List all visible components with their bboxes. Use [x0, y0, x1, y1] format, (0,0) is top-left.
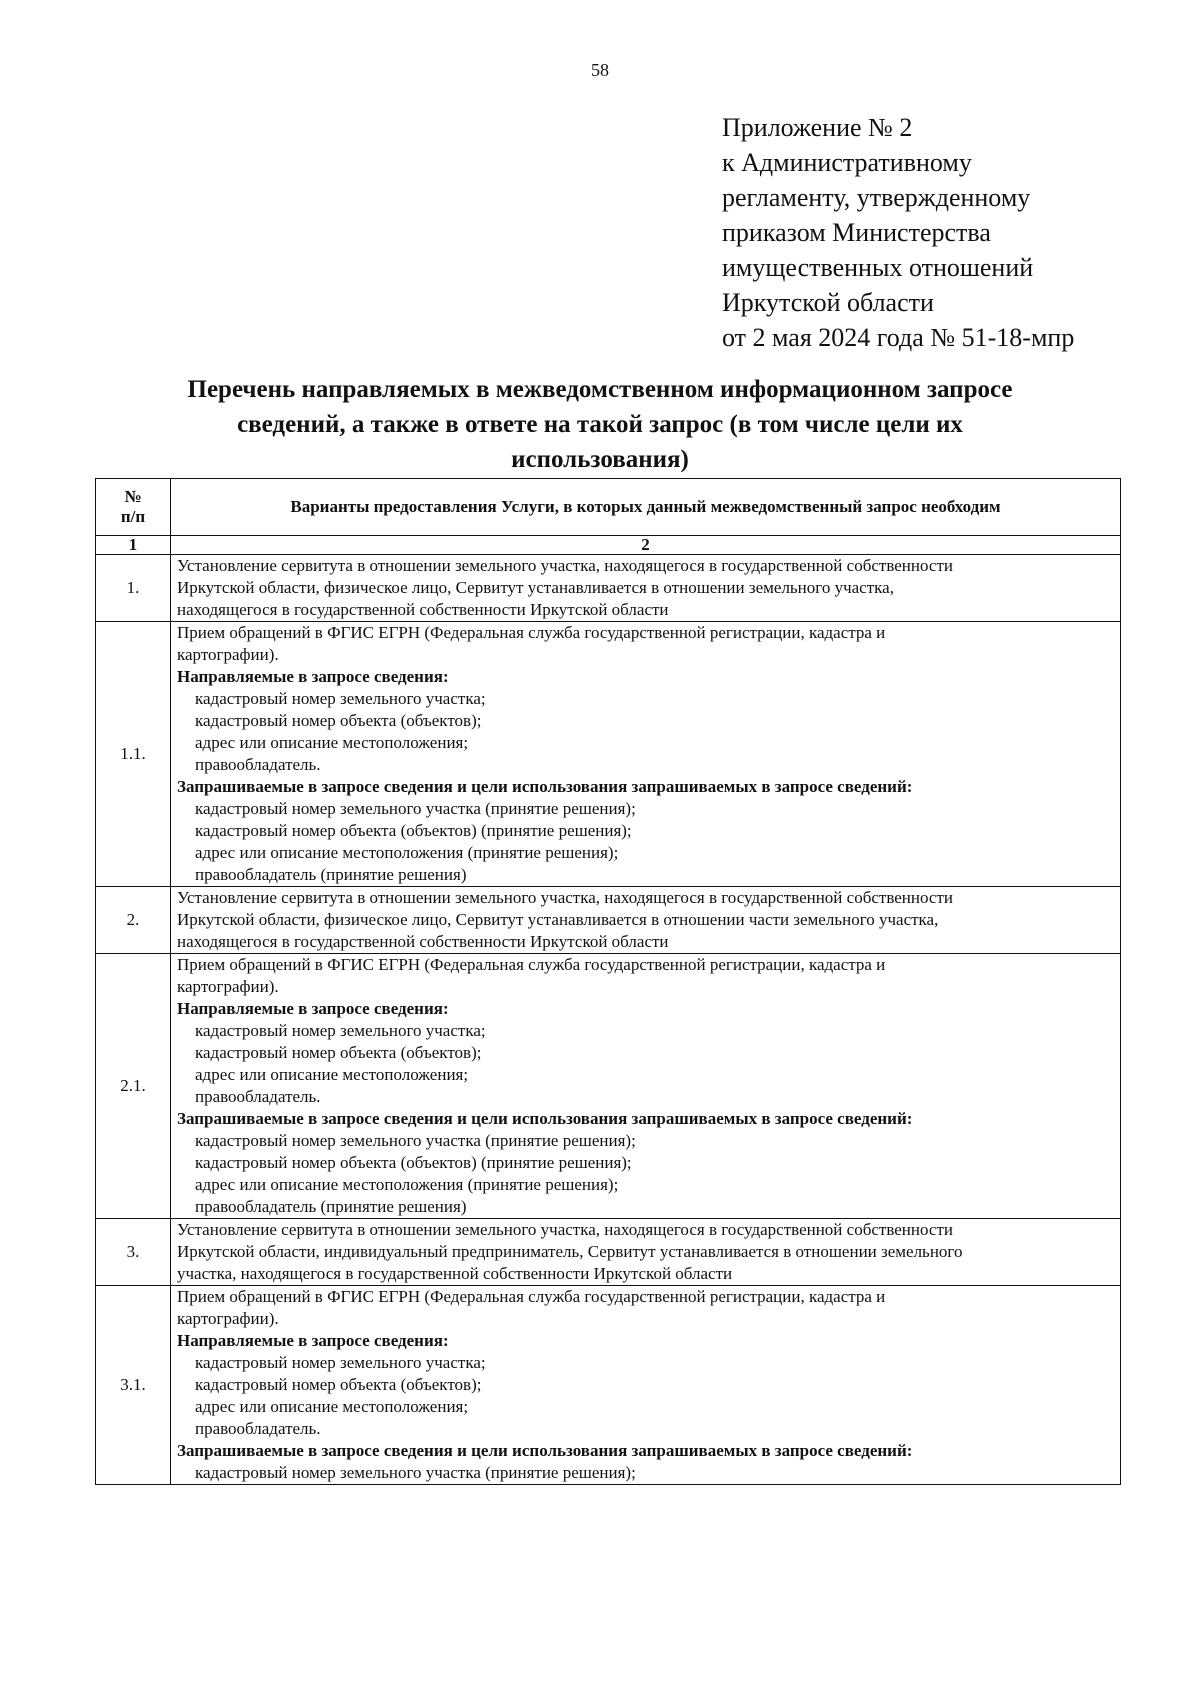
row-number: 3. — [96, 1219, 171, 1286]
appendix-line: приказом Министерства — [722, 218, 991, 247]
row-number: 3.1. — [96, 1286, 171, 1485]
requested-info-item: кадастровый номер объекта (объектов) (принятие решения); — [195, 1153, 632, 1172]
requested-info-heading: Запрашиваемые в запросе сведения и цели использования запрашиваемых в запросе сведений: — [177, 1109, 913, 1128]
appendix-line: Приложение № 2 — [722, 113, 913, 142]
table-row — [96, 954, 1121, 1219]
sent-info-heading: Направляемые в запросе сведения: — [177, 667, 449, 686]
request-intro-line: Прием обращений в ФГИС ЕГРН (Федеральная служба государственной регистрации, кадастра и — [177, 623, 886, 642]
title-line: Перечень направляемых в межведомственном информационном запросе — [187, 376, 1013, 403]
sent-info-item: адрес или описание местоположения; — [195, 733, 469, 752]
row-content — [171, 1219, 1121, 1286]
appendix-line: имущественных отношений — [722, 253, 1034, 282]
variant-text-line: находящегося в государственной собственности Иркутской области — [177, 932, 669, 951]
row-number: 1. — [96, 555, 171, 622]
variant-text-line: Иркутской области, индивидуальный предприниматель, Сервитут устанавливается в отношении земельного — [177, 1242, 963, 1261]
header-number-cell — [96, 479, 171, 536]
variant-text-line: находящегося в государственной собственности Иркутской области — [177, 600, 669, 619]
appendix-reference — [722, 110, 1182, 355]
header-number-sign: № — [124, 487, 142, 506]
variant-text-line: Установление сервитута в отношении земельного участка, находящегося в государственной собственности — [177, 1220, 953, 1239]
requested-info-item: правообладатель (принятие решения) — [195, 1197, 467, 1216]
request-intro-line: Прием обращений в ФГИС ЕГРН (Федеральная служба государственной регистрации, кадастра и — [177, 1287, 886, 1306]
requested-info-heading: Запрашиваемые в запросе сведения и цели использования запрашиваемых в запросе сведений: — [177, 777, 913, 796]
row-content — [171, 622, 1121, 887]
requested-info-item: правообладатель (принятие решения) — [195, 865, 467, 884]
table-header-row — [96, 479, 1121, 536]
table-row — [96, 622, 1121, 887]
request-intro-line: картографии). — [177, 1309, 279, 1328]
table-row — [96, 1286, 1121, 1485]
requested-info-item: адрес или описание местоположения (принятие решения); — [195, 843, 619, 862]
title-line: сведений, а также в ответе на такой запрос (в том числе цели их — [237, 411, 963, 438]
row-number: 2.1. — [96, 954, 171, 1219]
page-number: 58 — [591, 60, 609, 80]
appendix-line: регламенту, утвержденному — [722, 183, 1031, 212]
row-content — [171, 954, 1121, 1219]
sent-info-item: кадастровый номер объекта (объектов); — [195, 711, 482, 730]
title-line: использования) — [511, 446, 689, 473]
table-row — [96, 555, 1121, 622]
requested-info-item: адрес или описание местоположения (принятие решения); — [195, 1175, 619, 1194]
sent-info-item: кадастровый номер земельного участка; — [195, 689, 486, 708]
request-intro-line: Прием обращений в ФГИС ЕГРН (Федеральная служба государственной регистрации, кадастра и — [177, 955, 886, 974]
request-intro-line: картографии). — [177, 977, 279, 996]
column-number: 1 — [96, 536, 171, 555]
sent-info-item: кадастровый номер объекта (объектов); — [195, 1043, 482, 1062]
variant-text-line: Установление сервитута в отношении земельного участка, находящегося в государственной собственности — [177, 556, 953, 575]
appendix-line: от 2 мая 2024 года № 51-18-мпр — [722, 323, 1075, 352]
appendix-line: Иркутской области — [722, 288, 934, 317]
sent-info-item: правообладатель. — [195, 1419, 321, 1438]
request-intro-line: картографии). — [177, 645, 279, 664]
requested-info-heading: Запрашиваемые в запросе сведения и цели использования запрашиваемых в запросе сведений: — [177, 1441, 913, 1460]
requested-info-item: кадастровый номер земельного участка (принятие решения); — [195, 1463, 636, 1482]
sent-info-heading: Направляемые в запросе сведения: — [177, 1331, 449, 1350]
table-row — [96, 1219, 1121, 1286]
sent-info-item: адрес или описание местоположения; — [195, 1065, 469, 1084]
variant-text-line: участка, находящегося в государственной собственности Иркутской области — [177, 1264, 733, 1283]
variant-text-line: Иркутской области, физическое лицо, Сервитут устанавливается в отношении земельного участка, — [177, 578, 894, 597]
sent-info-item: кадастровый номер земельного участка; — [195, 1353, 486, 1372]
header-number-abbrev: п/п — [120, 507, 146, 526]
sent-info-item: кадастровый номер объекта (объектов); — [195, 1375, 482, 1394]
table-row — [96, 887, 1121, 954]
column-numbers-row — [96, 536, 1121, 555]
requests-table — [95, 478, 1121, 1485]
requested-info-item: кадастровый номер земельного участка (принятие решения); — [195, 1131, 636, 1150]
appendix-line: к Административному — [722, 148, 972, 177]
sent-info-item: правообладатель. — [195, 1087, 321, 1106]
sent-info-item: правообладатель. — [195, 755, 321, 774]
variant-text-line: Установление сервитута в отношении земельного участка, находящегося в государственной собственности — [177, 888, 953, 907]
requested-info-item: кадастровый номер объекта (объектов) (принятие решения); — [195, 821, 632, 840]
column-number: 2 — [171, 536, 1121, 555]
sent-info-item: кадастровый номер земельного участка; — [195, 1021, 486, 1040]
document-title — [100, 372, 1100, 477]
row-number: 2. — [96, 887, 171, 954]
variant-text-line: Иркутской области, физическое лицо, Сервитут устанавливается в отношении части земельного участка, — [177, 910, 939, 929]
row-content — [171, 555, 1121, 622]
header-variants-cell: Варианты предоставления Услуги, в которых данный межведомственный запрос необходим — [171, 479, 1121, 536]
row-number: 1.1. — [96, 622, 171, 887]
sent-info-heading: Направляемые в запросе сведения: — [177, 999, 449, 1018]
row-content — [171, 887, 1121, 954]
requested-info-item: кадастровый номер земельного участка (принятие решения); — [195, 799, 636, 818]
sent-info-item: адрес или описание местоположения; — [195, 1397, 469, 1416]
row-content — [171, 1286, 1121, 1485]
